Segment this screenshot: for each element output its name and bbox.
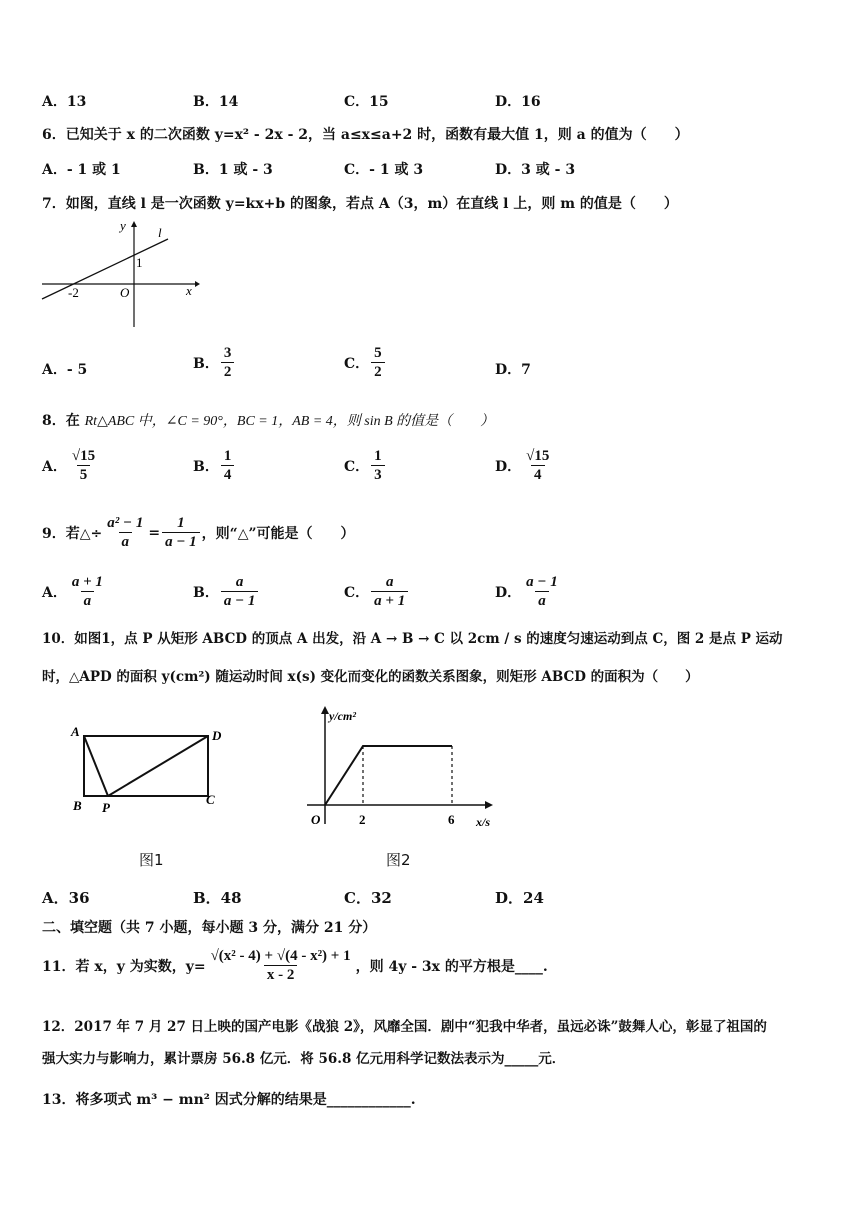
q10-option-a: A．36 xyxy=(42,889,90,907)
q8-option-b: B． $\frac{1}{4}$ xyxy=(193,448,236,484)
q10-line1: 10．如图1，点 P 从矩形 ABCD 的顶点 A 出发，沿 A → B → C 以 2cm / s 的速度匀速运动到点 C，图 2 是点 P 运动 xyxy=(42,631,783,647)
q10-figure1-rectangle xyxy=(66,722,236,817)
vertex-b: B xyxy=(73,798,82,813)
q10-line2: 时，△APD 的面积 y(cm²) 随运动时间 x(s) 变化而变化的函数关系图象，则矩形 ABCD 的面积为（ ） xyxy=(42,669,699,685)
q5-option-d: D．16 xyxy=(495,94,541,110)
q13-text: 13．将多项式 m³ − mn² 因式分解的结果是____________. xyxy=(42,1092,416,1108)
y-axis-label: y/cm² xyxy=(329,709,356,723)
q5-option-c: C．15 xyxy=(344,94,389,110)
q6-text: 6．已知关于 x 的二次函数 y=x² - 2x - 2，当 a≤x≤a+2 时，函数有最大值 1，则 a 的值为（ ） xyxy=(42,127,689,143)
q8-text: 8．在 Rt△ABC 中，∠C = 90°，BC = 1，AB = 4，则 sin B 的值是（ ） xyxy=(42,413,495,429)
figure1-caption: 图1 xyxy=(139,851,164,869)
area-function-line xyxy=(325,746,452,805)
q10-option-b: B．48 xyxy=(193,889,242,907)
q12-line1: 12．2017 年 7 月 27 日上映的国产电影《战狼 2》，风靡全国．剧中“犯我中华者，虽远必诛”鼓舞人心，彰显了祖国的 xyxy=(42,1019,767,1035)
tick-6: 6 xyxy=(448,812,455,827)
tick-2: 2 xyxy=(359,812,366,827)
q12-line2: 强大实力与影响力，累计票房 56.8 亿元．将 56.8 亿元用科学记数法表示为_____元． xyxy=(42,1051,566,1067)
q7-option-a: A．- 5 xyxy=(42,362,88,378)
x-label: x xyxy=(186,283,192,298)
q9-option-b: B． $\frac{a}{a - 1}$ xyxy=(193,574,260,610)
neg2-label: -2 xyxy=(68,285,79,300)
q8-option-c: C． $\frac{1}{3}$ xyxy=(344,448,387,484)
l-label: l xyxy=(158,225,162,240)
q11-text: 11．若 x，y 为实数，y= $\frac{\text{√(x² - 4) + √(4 - x²) + 1}}{x - 2}$ ，则 4y - 3x 的平方根是____. xyxy=(42,948,548,983)
q10-option-d: D．24 xyxy=(495,889,544,907)
q5-option-b: B．14 xyxy=(193,94,239,110)
section-heading: 二、填空题（共 7 小题，每小题 3 分，满分 21 分） xyxy=(42,920,377,936)
q9-option-d: D． $\frac{a - 1}{a}$ xyxy=(495,574,558,609)
vertex-c: C xyxy=(206,792,215,807)
q7-line-graph xyxy=(40,215,200,330)
vertex-d: D xyxy=(212,728,222,743)
q10-option-c: C．32 xyxy=(344,889,392,907)
q6-option-d: D．3 或 - 3 xyxy=(495,162,576,178)
q6-option-a: A．- 1 或 1 xyxy=(42,162,121,178)
figure2-caption: 图2 xyxy=(386,851,411,869)
q9-option-c: C． $\frac{a}{a + 1}$ xyxy=(344,574,410,610)
q9-text: 9．若△÷ $\frac{\text{a² − 1}}{a}$ = $\frac{1}{a - 1}$ ，则“△”可能是（ ） xyxy=(42,515,355,550)
x-axis-label: x/s xyxy=(476,815,491,829)
point-p: P xyxy=(102,800,110,815)
vertex-a: A xyxy=(71,724,80,739)
q6-option-b: B．1 或 - 3 xyxy=(193,162,273,178)
one-label: 1 xyxy=(136,255,143,270)
q7-option-b: B． $\frac{3}{2}$ xyxy=(193,345,236,381)
line-l xyxy=(42,239,168,299)
q7-option-d: D．7 xyxy=(495,362,531,378)
y-label: y xyxy=(120,218,126,233)
origin-label: O xyxy=(120,285,130,300)
origin-label: O xyxy=(311,812,321,827)
q7-option-c: C． $\frac{5}{2}$ xyxy=(344,345,387,381)
q8-option-a: A． $\frac{√15}{5}$ xyxy=(42,448,96,483)
q7-text: 7．如图，直线 l 是一次函数 y=kx+b 的图象，若点 A（3，m）在直线 l 上，则 m 的值是（ ） xyxy=(42,196,678,212)
q9-option-a: A． $\frac{a + 1}{a}$ xyxy=(42,574,103,609)
q10-figure2-graph xyxy=(297,702,507,832)
q5-option-a: A．13 xyxy=(42,94,87,110)
q8-option-d: D． $\frac{√15}{4}$ xyxy=(495,448,550,483)
q6-option-c: C．- 1 或 3 xyxy=(344,162,424,178)
